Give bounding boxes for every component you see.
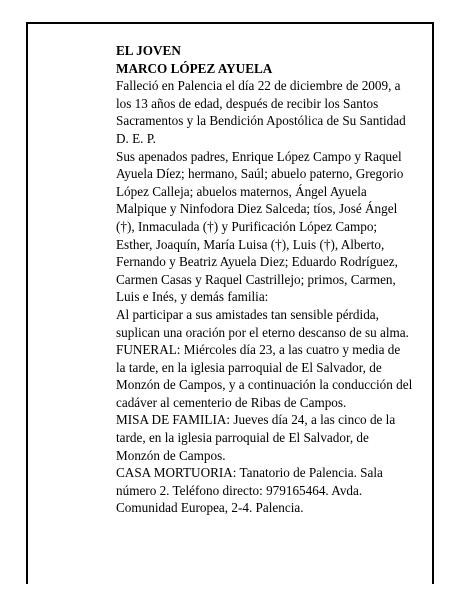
obituary-frame <box>26 22 434 584</box>
text-line: FUNERAL: Miércoles día 23, a las cuatro y media de <box>116 342 401 358</box>
text-line: Al participar a sus amistades tan sensible pérdida, <box>116 306 379 322</box>
text-line: Monzón de Campos, y a continuación la conducción del <box>116 377 413 393</box>
heading-line-1: EL JOVEN <box>116 43 181 58</box>
text-line: suplican una oración por el eterno descanso de su alma. <box>116 324 409 340</box>
text-line: Carmen Casas y Raquel Castrillejo; primos, Carmen, <box>116 271 396 287</box>
text-line: Sacramentos y la Bendición Apostólica de Su Santidad <box>116 113 406 129</box>
text-line: Luis e Inés, y demás familia: <box>116 289 269 305</box>
text-line: número 2. Teléfono directo: 979165464. Avda. <box>116 482 363 498</box>
text-line: Comunidad Europea, 2-4. Palencia. <box>116 500 304 516</box>
text-line: Ayuela Díez; hermano, Saúl; abuelo paterno, Gregorio <box>116 166 404 182</box>
text-line: CASA MORTUORIA: Tanatorio de Palencia. Sala <box>116 465 383 481</box>
text-line: cadáver al cementerio de Ribas de Campos. <box>116 394 347 410</box>
text-line: Esther, Joaquín, María Luisa (†), Luis (†), Alberto, <box>116 236 385 252</box>
text-line: los 13 años de edad, después de recibir los Santos <box>116 95 379 111</box>
heading-line-2: MARCO LÓPEZ AYUELA <box>116 60 273 76</box>
text-line: (†), Inmaculada (†) y Purificación López Campo; <box>116 218 378 234</box>
obituary-text <box>116 42 428 517</box>
text-line: Sus apenados padres, Enrique López Campo y Raquel <box>116 148 402 164</box>
text-line: López Calleja; abuelos maternos, Ángel Ayuela <box>116 183 367 199</box>
text-line: tarde, en la iglesia parroquial de El Salvador, de <box>116 430 369 446</box>
text-line: D. E. P. <box>116 130 156 146</box>
text-line: Fernando y Beatriz Ayuela Diez; Eduardo Rodríguez, <box>116 254 398 270</box>
text-line: Monzón de Campos. <box>116 447 226 463</box>
text-line: Malpique y Ninfodora Diez Salceda; tíos, José Ángel <box>116 201 398 217</box>
text-line: la tarde, en la iglesia parroquial de El Salvador, de <box>116 359 382 375</box>
text-line: MISA DE FAMILIA: Jueves día 24, a las cinco de la <box>116 412 396 428</box>
text-line: Falleció en Palencia el día 22 de diciembre de 2009, a <box>116 78 401 94</box>
